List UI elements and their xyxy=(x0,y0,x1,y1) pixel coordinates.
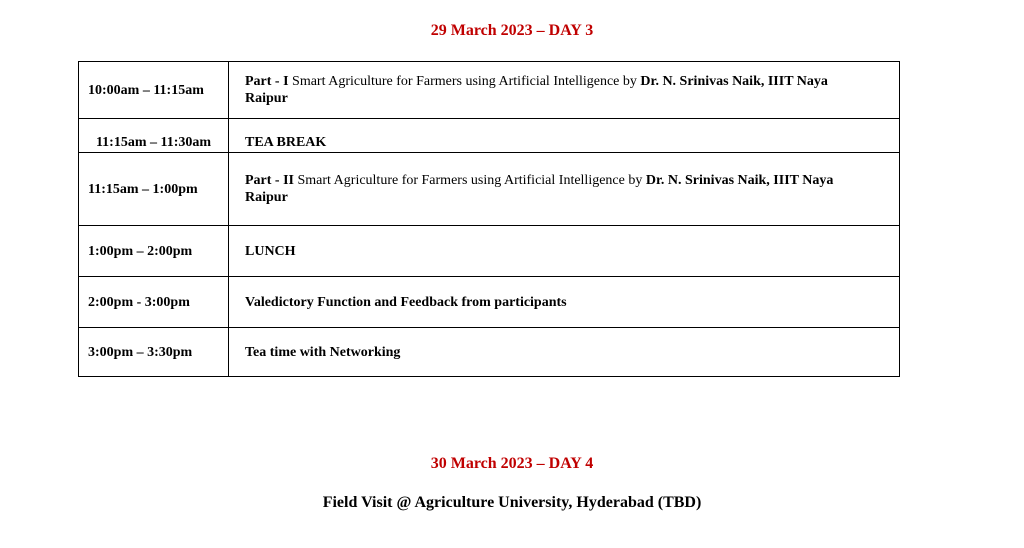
table-row xyxy=(79,226,900,277)
day3-heading: 29 March 2023 – DAY 3 xyxy=(430,22,594,39)
time-cell: 11:15am – 1:00pm xyxy=(79,153,229,226)
time-cell: 2:00pm - 3:00pm xyxy=(79,277,229,328)
table-row xyxy=(79,62,900,119)
table-row xyxy=(79,153,900,226)
field-visit-note: Field Visit @ Agriculture University, Hyderabad (TBD) xyxy=(322,494,702,511)
day3-schedule-table xyxy=(78,61,900,377)
day4-heading: 30 March 2023 – DAY 4 xyxy=(430,455,594,472)
time-cell: 11:15am – 11:30am xyxy=(79,119,229,153)
part-label: Part - I xyxy=(245,74,289,89)
part-label: Part - II xyxy=(245,173,294,188)
session-topic: Smart Agriculture for Farmers using Artificial Intelligence by xyxy=(288,74,641,89)
speaker-name: Dr. N. Srinivas Naik, IIIT Naya Raipur xyxy=(245,173,834,205)
activity-cell: Tea time with Networking xyxy=(229,328,900,377)
activity-cell: LUNCH xyxy=(229,226,900,277)
table-row xyxy=(79,277,900,328)
session-topic: Smart Agriculture for Farmers using Artificial Intelligence by xyxy=(294,173,646,188)
speaker-name: Dr. N. Srinivas Naik, IIIT Naya Raipur xyxy=(245,74,828,106)
activity-cell: Valedictory Function and Feedback from participants xyxy=(229,277,900,328)
session-cell xyxy=(229,153,900,226)
table-row xyxy=(79,119,900,153)
activity-cell: TEA BREAK xyxy=(229,119,900,153)
table-row xyxy=(79,328,900,377)
session-cell xyxy=(229,62,900,119)
time-cell: 1:00pm – 2:00pm xyxy=(79,226,229,277)
time-cell: 10:00am – 11:15am xyxy=(79,62,229,119)
time-cell: 3:00pm – 3:30pm xyxy=(79,328,229,377)
